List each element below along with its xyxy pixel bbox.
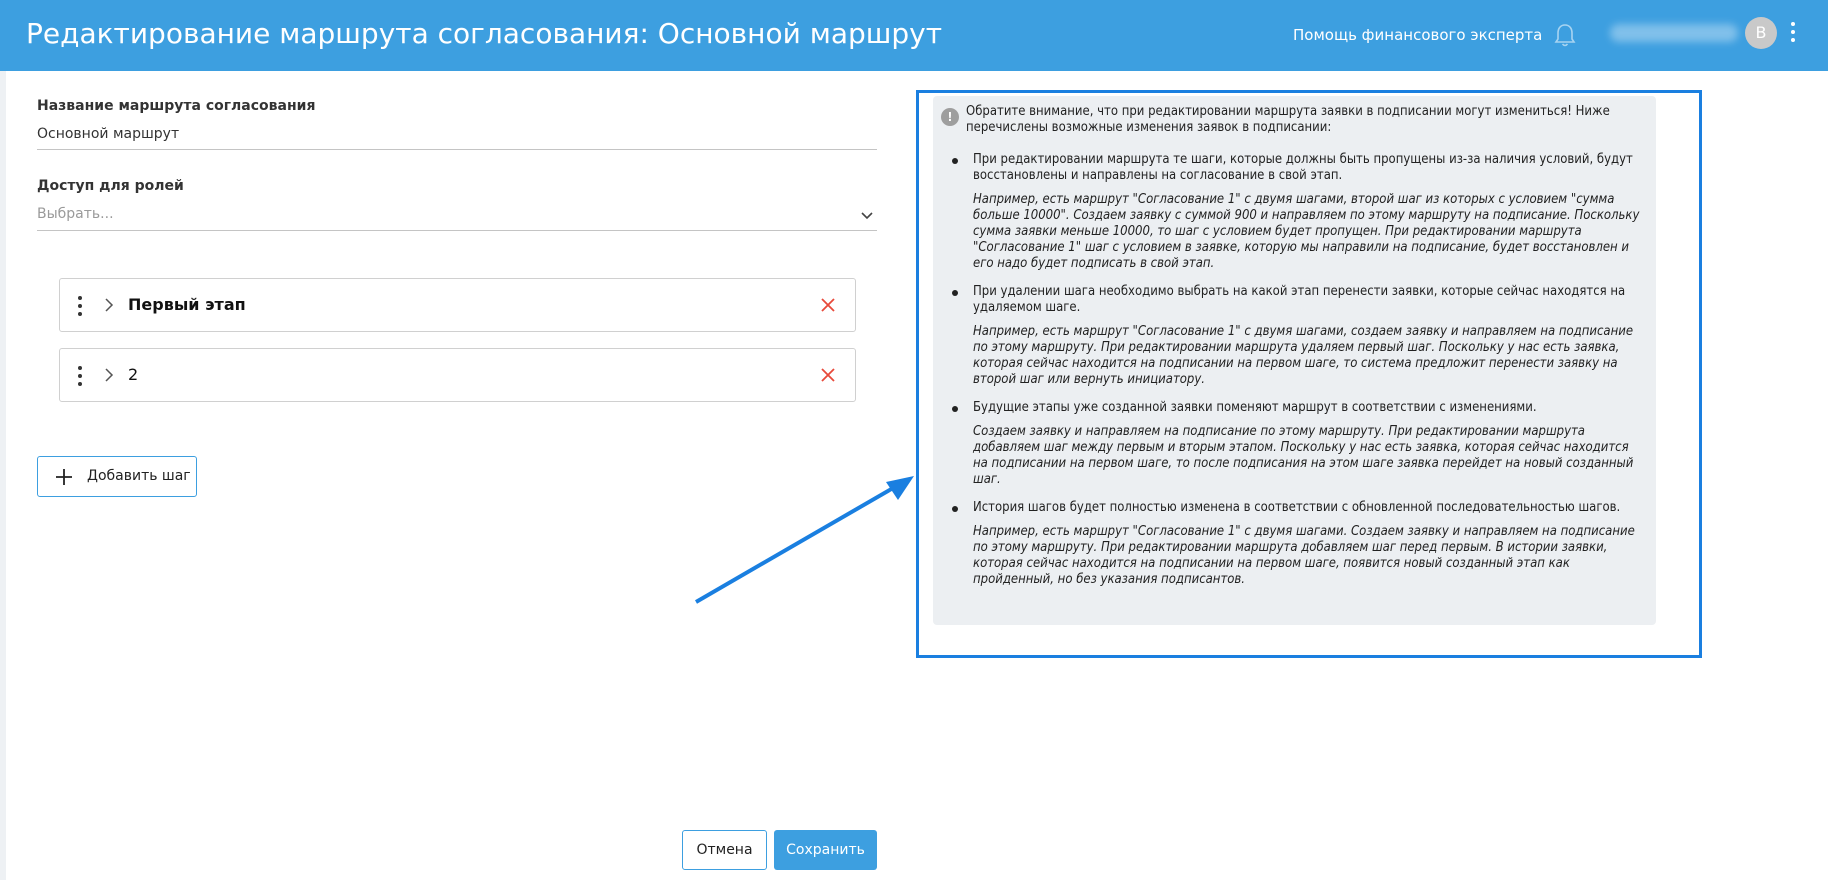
add-step-label: Добавить шаг — [87, 468, 191, 484]
app-header — [0, 0, 1828, 71]
step-card[interactable] — [59, 348, 856, 402]
bullet-icon — [952, 158, 958, 164]
list-item — [945, 500, 1645, 588]
drag-handle-icon[interactable] — [77, 366, 83, 386]
list-item-text: История шагов будет полностью изменена в соответствии с обновленной последовательностью шагов. — [973, 500, 1621, 515]
chevron-right-icon[interactable] — [103, 297, 115, 313]
exclamation-icon: ! — [941, 108, 959, 126]
step-name: 2 — [128, 365, 139, 384]
close-icon[interactable] — [820, 367, 836, 383]
list-item-text: Будущие этапы уже созданной заявки поменяют маршрут в соответствии с изменениями. — [973, 400, 1537, 415]
more-menu-icon[interactable] — [1789, 22, 1797, 48]
step-card[interactable] — [59, 278, 856, 332]
route-name-label: Название маршрута согласования — [37, 98, 316, 114]
list-item — [945, 284, 1645, 388]
plus-icon — [55, 468, 73, 486]
step-name: Первый этап — [128, 295, 246, 314]
route-name-underline — [37, 149, 877, 150]
notice-list — [945, 152, 1645, 600]
list-item-text: При удалении шага необходимо выбрать на какой этап перенести заявки, которые сейчас находятся на удаляемом шаге. — [973, 284, 1626, 315]
close-icon[interactable] — [820, 297, 836, 313]
chevron-right-icon[interactable] — [103, 367, 115, 383]
cancel-button[interactable]: Отмена — [682, 830, 767, 870]
bullet-icon — [952, 290, 958, 296]
warning-notice — [933, 96, 1656, 625]
sidebar-edge — [0, 71, 6, 880]
roles-label: Доступ для ролей — [37, 178, 184, 194]
notice-intro: Обратите внимание, что при редактировании маршрута заявки в подписании могут измениться! Ниже перечислены возможные изменения заявок в подписании: — [966, 104, 1610, 135]
list-item-example: Создаем заявку и направляем на подписание по этому маршруту. При редактировании маршрута добавляем шаг между первым и вторым этапом. Поскольку у нас есть заявка, которая сейчас находится на подписании на первом шаге, то после подписания на этом шаге заявка перейдет на новый созданный шаг. — [973, 424, 1634, 487]
list-item-example: Например, есть маршрут "Согласование 1" с двумя шагами, второй шаг из которых с условием "сумма больше 10000". Создаем заявку с суммой 900 и направляем по этому маршруту на подписание. Поскольку сумма заявки меньше 10000, то шаг с условием будет пропущен. При редактировании маршрута "Согласование 1" шаг с условием в заявке, которую мы направили на подписание, будет восстановлен и его надо будет подписать в свой этап. — [973, 192, 1640, 271]
add-step-button[interactable] — [37, 456, 197, 497]
annotation-arrow-icon — [690, 470, 920, 610]
bullet-icon — [952, 506, 958, 512]
save-button[interactable]: Сохранить — [774, 830, 877, 870]
list-item — [945, 400, 1645, 488]
route-name-input[interactable]: Основной маршрут — [37, 126, 180, 142]
list-item — [945, 152, 1645, 272]
bullet-icon — [952, 406, 958, 412]
user-name-blurred[interactable] — [1610, 24, 1738, 42]
page-title: Редактирование маршрута согласования: Основной маршрут — [26, 17, 943, 50]
drag-handle-icon[interactable] — [77, 296, 83, 316]
avatar[interactable]: В — [1745, 17, 1777, 49]
list-item-text: При редактировании маршрута те шаги, которые должны быть пропущены из-за наличия условий, будут восстановлены и направлены на согласование в свой этап. — [973, 152, 1633, 183]
bell-icon[interactable] — [1553, 23, 1577, 49]
list-item-example: Например, есть маршрут "Согласование 1" с двумя шагами, создаем заявку и направляем на подписание по этому маршруту. При редактировании маршрута удаляем первый шаг. Поскольку у нас есть заявка, которая сейчас находится на подписании на первом шаге, то система предложит перенести заявку на второй шаг или вернуть инициатору. — [973, 324, 1634, 387]
roles-select[interactable]: Выбрать... — [37, 206, 114, 222]
help-link[interactable]: Помощь финансового эксперта — [1293, 26, 1543, 44]
chevron-down-icon[interactable] — [860, 209, 874, 223]
roles-underline — [37, 230, 877, 231]
list-item-example: Например, есть маршрут "Согласование 1" с двумя шагами. Создаем заявку и направляем на подписание по этому маршруту. При редактировании маршрута добавляем шаг перед первым. В истории заявки, которая сейчас находится на подписании на первом шаге, появится новый созданный этап как пройденный, но без указания подписантов. — [973, 524, 1635, 587]
